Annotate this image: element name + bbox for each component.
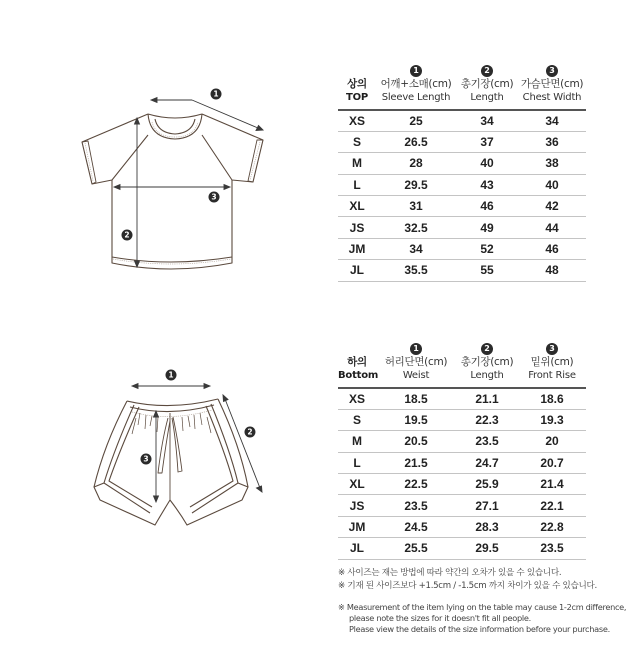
shorts-illustration: [90, 355, 280, 540]
note-en-line-1: ※ Measurement of the item lying on the table may cause 1-2cm difference,: [338, 602, 627, 612]
table-row: XS 25 34 34: [338, 110, 586, 131]
size-label: M: [338, 431, 376, 452]
size-label: XS: [338, 388, 376, 409]
marker-2-icon: [245, 427, 256, 438]
note-en-line-3: Please view the details of the size information before your purchase.: [349, 624, 610, 634]
svg-text:2: 2: [247, 427, 253, 437]
svg-text:1: 1: [168, 370, 174, 380]
table-row: M 28 40 38: [338, 153, 586, 174]
size-label: JM: [338, 516, 376, 537]
column-header-length: 총기장(cm) Length: [456, 78, 518, 110]
column-header-sleeve-length: 어깨+소매(cm) Sleeve Length: [376, 78, 456, 110]
column-header-length: 총기장(cm) Length: [456, 356, 518, 388]
note-kr-measurement-error: ※ 사이즈는 재는 방법에 따라 약간의 오차가 있을 수 있습니다.: [338, 568, 562, 578]
column-header-front-rise: 밑위(cm) Front Rise: [518, 356, 586, 388]
top-size-table: [338, 56, 586, 282]
table-row: JL 25.5 29.5 23.5: [338, 538, 586, 559]
bottom-size-table: [338, 334, 586, 560]
top-diagram: [60, 80, 280, 280]
size-label: S: [338, 409, 376, 430]
size-label: JM: [338, 238, 376, 259]
note-en: [338, 602, 638, 635]
note-en-line-2: please note the sizes for it doesn't fit all people.: [349, 613, 531, 623]
table-row: JM 34 52 46: [338, 238, 586, 259]
marker-3-icon: 3: [546, 65, 558, 77]
category-header: 상의 TOP: [338, 78, 376, 110]
marker-3-icon: 3: [546, 343, 558, 355]
table-row: JL 35.5 55 48: [338, 260, 586, 281]
size-label: JL: [338, 260, 376, 281]
size-label: JS: [338, 495, 376, 516]
table-row: XS 18.5 21.1 18.6: [338, 388, 586, 409]
size-label: XL: [338, 196, 376, 217]
table-row: L 29.5 43 40: [338, 174, 586, 195]
size-label: M: [338, 153, 376, 174]
table-row: L 21.5 24.7 20.7: [338, 452, 586, 473]
size-label: XL: [338, 474, 376, 495]
empty-cell: [338, 56, 376, 78]
bottom-diagram: [90, 355, 280, 540]
size-label: S: [338, 131, 376, 152]
table-row: JM 24.5 28.3 22.8: [338, 516, 586, 537]
marker-1-icon: [211, 89, 222, 100]
svg-text:3: 3: [211, 192, 217, 202]
table-row: M 20.5 23.5 20: [338, 431, 586, 452]
column-header-waist: 허리단면(cm) Weist: [376, 356, 456, 388]
marker-1-icon: [166, 370, 177, 381]
marker-1-icon: 1: [410, 65, 422, 77]
svg-text:2: 2: [124, 230, 130, 240]
table-row: XL 22.5 25.9 21.4: [338, 474, 586, 495]
size-notes: [338, 567, 638, 635]
marker-2-icon: [122, 230, 133, 241]
marker-3-icon: [209, 192, 220, 203]
size-label: JS: [338, 217, 376, 238]
category-header: 하의 Bottom: [338, 356, 376, 388]
marker-2-icon: 2: [481, 343, 493, 355]
column-header-chest-width: 가슴단면(cm) Chest Width: [518, 78, 586, 110]
size-label: XS: [338, 110, 376, 131]
size-label: L: [338, 452, 376, 473]
marker-2-icon: 2: [481, 65, 493, 77]
table-row: JS 32.5 49 44: [338, 217, 586, 238]
table-row: XL 31 46 42: [338, 196, 586, 217]
empty-cell: [338, 334, 376, 356]
svg-text:1: 1: [213, 89, 219, 99]
marker-3-icon: [141, 454, 152, 465]
table-row: S 26.5 37 36: [338, 131, 586, 152]
tshirt-illustration: [60, 80, 280, 280]
svg-text:3: 3: [143, 454, 149, 464]
size-label: JL: [338, 538, 376, 559]
note-kr-tolerance: ※ 기재 된 사이즈보다 +1.5cm / -1.5cm 까지 차이가 있을 수 있습니다.: [338, 581, 597, 591]
marker-1-icon: 1: [410, 343, 422, 355]
size-label: L: [338, 174, 376, 195]
table-row: JS 23.5 27.1 22.1: [338, 495, 586, 516]
table-row: S 19.5 22.3 19.3: [338, 409, 586, 430]
